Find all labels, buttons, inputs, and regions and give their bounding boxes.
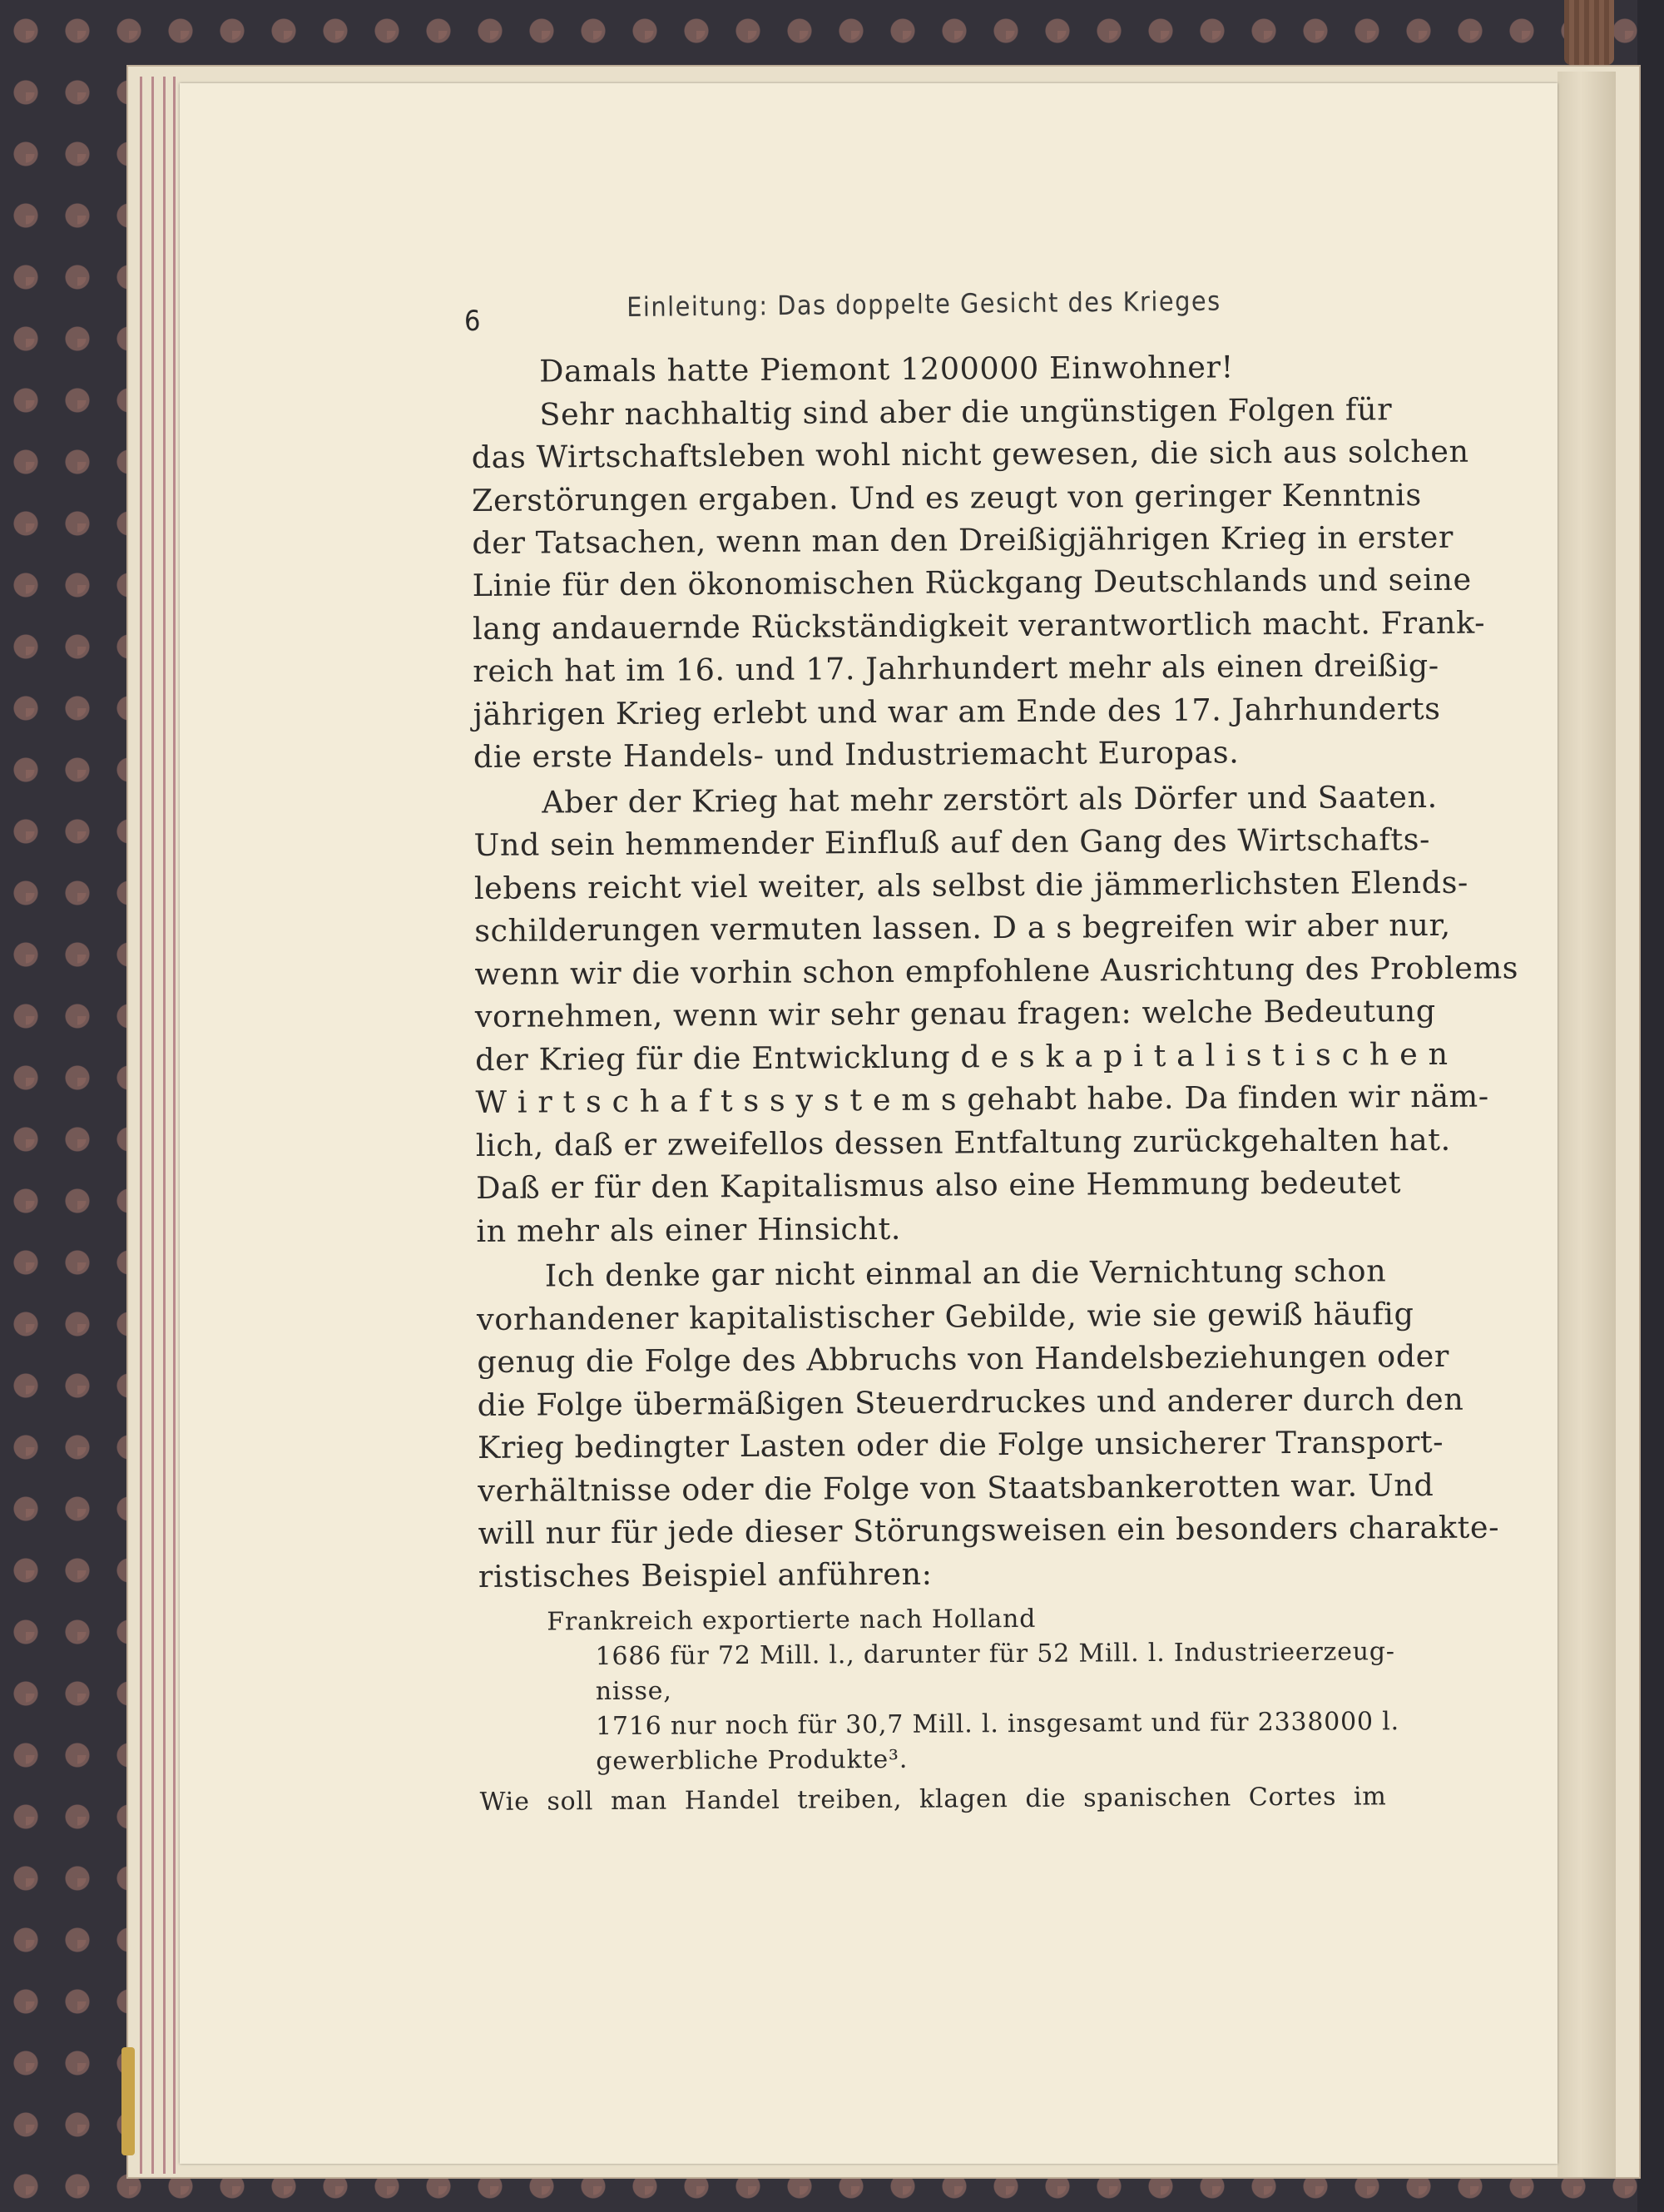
text-line: will nur für jede dieser Störungsweisen ein besonders charakte- — [478, 1509, 1500, 1551]
text-line: lebens reicht viel weiter, als selbst die jämmerlichsten Elends- — [473, 864, 1469, 906]
gold-edge-mark — [121, 2047, 135, 2155]
text-line: jährigen Krieg erlebt und war am Ende des 17. Jahrhunderts — [473, 690, 1441, 732]
text-line: schilderungen vermuten lassen. D a s begreifen wir aber nur, — [474, 906, 1451, 949]
page-number: 6 — [464, 305, 482, 338]
running-header — [464, 285, 1296, 341]
page-edge-line — [163, 77, 166, 2174]
text-line: verhältnisse oder die Folge von Staatsbankerotten war. Und — [478, 1466, 1434, 1509]
quote-line: 1716 nur noch für 30,7 Mill. l. insgesamt und für 2338000 l. — [595, 1707, 1400, 1742]
text-line: Sehr nachhaltig sind aber die ungünstigen Folgen für — [539, 391, 1393, 433]
bookmark-ribbon — [1564, 0, 1614, 65]
quote-line: nisse, — [595, 1676, 672, 1707]
quote-line: 1686 für 72 Mill. l., darunter für 52 Mill. l. Industrieerzeug- — [595, 1637, 1395, 1672]
page-edge-line — [140, 77, 142, 2174]
text-line: in mehr als einer Hinsicht. — [476, 1210, 902, 1249]
text-line: ristisches Beispiel anführen: — [478, 1555, 933, 1595]
text-line: die erste Handels- und Industriemacht Europas. — [473, 734, 1240, 775]
text-line: Damals hatte Piemont 1200000 Einwohner! — [538, 349, 1234, 389]
text-line: lang andauernde Rückständigkeit verantwortlich macht. Frank- — [472, 604, 1486, 647]
text-line: lich, daß er zweifellos dessen Entfaltung zurückgehalten hat. — [475, 1121, 1451, 1163]
page-edge-line — [151, 77, 154, 2174]
quote-line: Wie soll man Handel treiben, klagen die spanischen Cortes im — [479, 1782, 1387, 1817]
text-line: vorhandener kapitalistischer Gebilde, wie sie gewiß häufig — [476, 1296, 1414, 1337]
text-line: reich hat im 16. und 17. Jahrhundert mehr als einen dreißig- — [473, 647, 1439, 689]
text-line: Linie für den ökonomischen Rückgang Deutschlands und seine — [472, 561, 1472, 603]
text-line: wenn wir die vorhin schon empfohlene Ausrichtung des Problems — [474, 950, 1519, 992]
text-line: Ich denke gar nicht einmal an die Vernichtung schon — [544, 1252, 1387, 1294]
next-page-edge — [1558, 72, 1616, 2177]
text-line: Zerstörungen ergaben. Und es zeugt von geringer Kenntnis — [471, 477, 1422, 518]
cover-edge — [1637, 0, 1664, 2212]
text-line: Daß er für den Kapitalismus also eine Hemmung bedeutet — [475, 1164, 1402, 1206]
text-line: die Folge übermäßigen Steuerdruckes und anderer durch den — [477, 1381, 1464, 1423]
text-line: das Wirtschaftsleben wohl nicht gewesen, die sich aus solchen — [471, 433, 1469, 475]
quote-line: gewerbliche Produkte³. — [596, 1744, 909, 1777]
text-line: Und sein hemmender Einfluß auf den Gang des Wirtschafts- — [473, 821, 1431, 863]
text-line: vornehmen, wenn wir sehr genau fragen: welche Bedeutung — [474, 992, 1436, 1034]
text-line: genug die Folge des Abbruchs von Handelsbeziehungen oder — [477, 1337, 1450, 1380]
page-edge-line — [173, 77, 176, 2174]
text-line: der Krieg für die Entwicklung d e s k a p i t a l i s t i s c h e n — [475, 1035, 1449, 1078]
running-title: Einleitung: Das doppelte Gesicht des Krieges — [626, 285, 1221, 323]
text-line: der Tatsachen, wenn man den Dreißigjährigen Krieg in erster — [472, 518, 1454, 561]
text-line: Aber der Krieg hat mehr zerstört als Dörfer und Saaten. — [542, 778, 1438, 821]
text-line: W i r t s c h a f t s s y s t e m s gehabt habe. Da finden wir näm- — [475, 1078, 1489, 1120]
quote-line: Frankreich exportierte nach Holland — [547, 1604, 1037, 1637]
text-line: Krieg bedingter Lasten oder die Folge unsicherer Transport- — [477, 1423, 1444, 1466]
